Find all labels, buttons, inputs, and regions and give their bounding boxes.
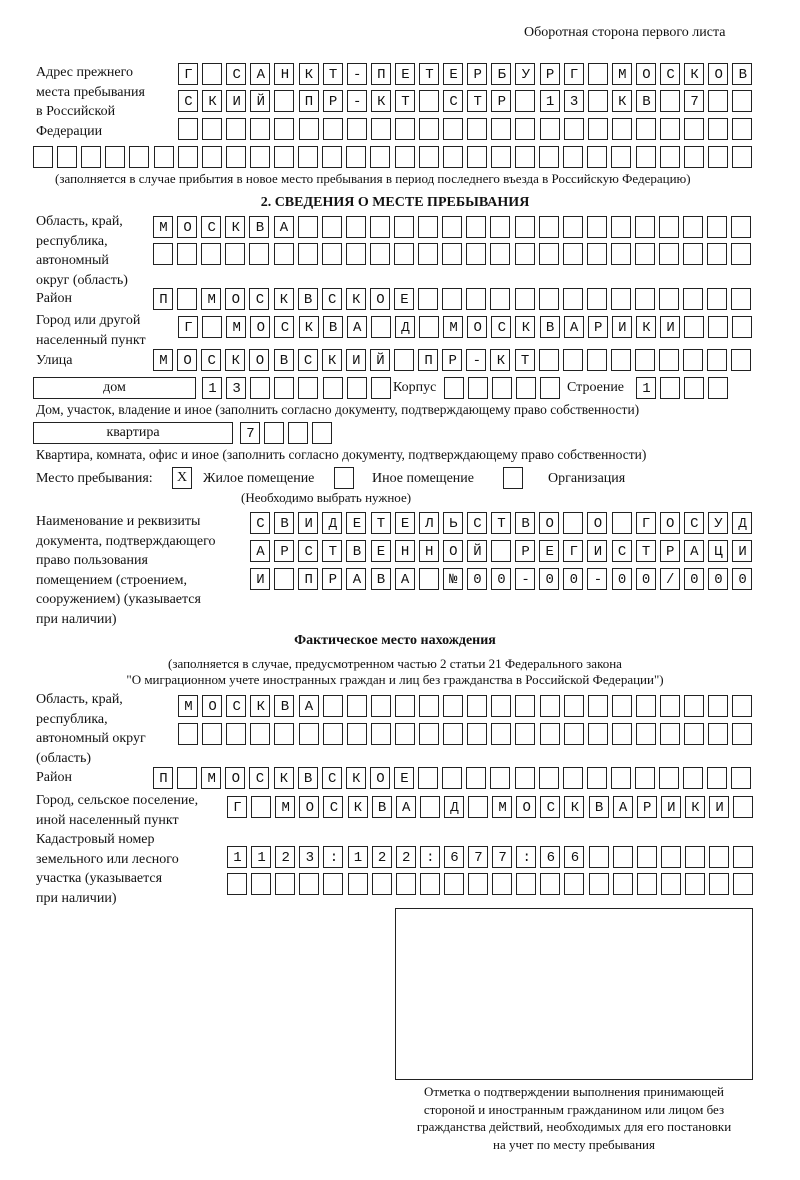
char-cell[interactable] [274,146,294,168]
char-cell[interactable] [611,349,631,371]
char-cell[interactable] [226,723,246,745]
char-cell[interactable] [371,377,391,399]
char-cell[interactable] [322,243,342,265]
char-cell[interactable] [492,377,512,399]
char-cell[interactable] [660,118,680,140]
char-cell[interactable] [684,118,704,140]
cell-text: МОСКВА [184,698,329,715]
char-cell[interactable] [683,349,703,371]
char-cell[interactable] [395,723,415,745]
char-cell[interactable] [661,873,681,895]
cell-text: МОСКВА [159,219,304,236]
char-cell[interactable] [563,243,583,265]
char-cell[interactable] [733,873,753,895]
confirmation-stamp-box [395,908,753,1080]
label-line: (область) [36,750,92,766]
char-cell[interactable] [443,723,463,745]
char-cell[interactable] [298,146,318,168]
building-label: Строение [567,380,625,395]
char-cell[interactable] [129,146,149,168]
district-label: Район [36,291,72,306]
cell-text: МОСКОВСКИЙ ПР-КТ [159,352,545,369]
char-cell[interactable] [419,695,439,717]
label-line: помещением (строением, [36,572,187,588]
char-cell[interactable] [636,118,656,140]
char-cell[interactable] [371,118,391,140]
char-cell[interactable] [466,767,486,789]
label-line: Кадастровый номер [36,832,155,847]
char-cell[interactable] [540,873,560,895]
cell-text: 1123:122:677:66 [233,849,595,866]
char-cell[interactable] [588,118,608,140]
char-cell[interactable] [539,767,559,789]
char-cell[interactable] [540,377,560,399]
label-line: иной населенный пункт [36,812,179,828]
char-cell[interactable] [442,288,462,310]
char-cell[interactable] [684,377,704,399]
char-cell[interactable] [444,873,464,895]
residential-checkbox[interactable]: X [172,467,192,489]
actual-location-note-2: "О миграционном учете иностранных граждан и лиц без гражданства в Российской Федерации") [126,672,664,687]
char-cell[interactable] [418,216,438,238]
char-cell[interactable] [635,349,655,371]
char-cell[interactable] [636,146,656,168]
char-cell[interactable] [468,873,488,895]
char-cell[interactable] [683,767,703,789]
char-cell[interactable] [685,846,705,868]
char-cell[interactable] [442,767,462,789]
char-cell[interactable] [540,723,560,745]
char-cell[interactable] [539,288,559,310]
char-cell[interactable] [707,767,727,789]
char-cell[interactable] [274,118,294,140]
city-label [36,311,146,350]
label-line: Область, край, [36,692,123,707]
char-cell[interactable] [635,288,655,310]
char-cell[interactable] [466,288,486,310]
char-cell[interactable] [467,723,487,745]
char-cell[interactable] [661,846,681,868]
label-line: автономный округ [36,731,146,746]
char-cell[interactable] [467,146,487,168]
char-cell[interactable] [370,146,390,168]
char-cell[interactable] [587,767,607,789]
label-line: места пребывания [36,84,145,100]
char-cell[interactable] [250,146,270,168]
char-cell[interactable] [635,243,655,265]
char-cell[interactable] [515,216,535,238]
document-label [36,512,216,629]
char-cell[interactable] [732,723,752,745]
char-cell[interactable] [587,243,607,265]
char-cell[interactable] [275,873,295,895]
cell-text: П МОСКВСКОЕ [159,770,425,787]
char-cell[interactable] [395,146,415,168]
char-cell[interactable] [202,723,222,745]
char-cell[interactable] [201,243,221,265]
char-cell[interactable] [490,243,510,265]
char-cell[interactable] [635,767,655,789]
char-cell[interactable] [709,846,729,868]
char-cell[interactable] [467,118,487,140]
char-cell[interactable] [660,146,680,168]
char-cell[interactable] [515,243,535,265]
char-cell[interactable] [515,767,535,789]
char-cell[interactable] [57,146,77,168]
char-cell[interactable] [635,216,655,238]
char-cell[interactable] [563,288,583,310]
char-cell[interactable] [515,723,535,745]
char-cell[interactable] [731,288,751,310]
char-cell[interactable] [491,695,511,717]
char-cell[interactable] [731,767,751,789]
caption-line: Отметка о подтверждении выполнения принимающей [423,1084,725,1099]
char-cell[interactable] [613,873,633,895]
previous-address-note: (заполняется в случае прибытия в новое место пребывания в период последнего въезда в Российскую Федерацию) [55,171,691,186]
char-cell[interactable] [395,118,415,140]
label-line: округ (область) [36,272,128,288]
char-cell[interactable] [612,723,632,745]
char-cell[interactable] [299,118,319,140]
char-cell[interactable] [322,216,342,238]
char-cell[interactable] [394,216,414,238]
char-cell[interactable] [419,146,439,168]
char-cell[interactable] [468,377,488,399]
char-cell[interactable] [563,349,583,371]
char-cell[interactable] [492,873,512,895]
char-cell[interactable] [299,873,319,895]
char-cell[interactable] [660,695,680,717]
char-cell[interactable] [299,723,319,745]
char-cell[interactable] [708,695,728,717]
char-cell[interactable] [708,377,728,399]
char-cell[interactable] [154,146,174,168]
house-type-field[interactable]: дом [33,377,196,399]
char-cell[interactable] [490,288,510,310]
label-line: при наличии) [36,890,117,906]
char-cell[interactable] [444,377,464,399]
char-cell[interactable] [288,422,308,444]
char-cell[interactable] [732,695,752,717]
cell-text: 13 [208,380,257,397]
char-cell[interactable] [81,146,101,168]
other-premises-option-label: Иное помещение [372,471,474,486]
char-cell[interactable] [153,243,173,265]
label-line: Область, край, [36,214,123,229]
street-label: Улица [36,353,73,368]
label-line: сооружением) (указывается [36,592,201,607]
char-cell[interactable] [637,873,657,895]
label-line: Город или другой [36,313,141,328]
apartment-type-field[interactable]: квартира [33,422,233,444]
char-cell[interactable] [491,118,511,140]
char-cell[interactable] [684,146,704,168]
char-cell[interactable] [540,695,560,717]
char-cell[interactable] [274,243,294,265]
char-cell[interactable] [636,723,656,745]
char-cell[interactable] [515,146,535,168]
char-cell[interactable] [707,349,727,371]
label-line: в Российской [36,104,116,119]
label-line: Город, сельское поселение, [36,793,199,808]
char-cell[interactable] [490,216,510,238]
char-cell[interactable] [178,118,198,140]
char-cell[interactable] [442,243,462,265]
char-cell[interactable] [611,243,631,265]
char-cell[interactable] [539,243,559,265]
char-cell[interactable] [707,243,727,265]
char-cell[interactable] [443,118,463,140]
char-cell[interactable] [105,146,125,168]
organization-checkbox[interactable] [503,467,523,489]
char-cell[interactable] [370,216,390,238]
cell-text: СВИДЕТЕЛЬСТВО О ГОСУД [256,515,763,532]
char-cell[interactable] [274,723,294,745]
actual-location-note-1: (заполняется в случае, предусмотренном частью 2 статьи 21 Федерального закона [168,656,622,671]
char-cell[interactable] [516,377,536,399]
char-cell[interactable] [587,216,607,238]
char-cell[interactable] [226,118,246,140]
char-cell[interactable] [589,873,609,895]
char-cell[interactable] [225,243,245,265]
char-cell[interactable] [684,723,704,745]
char-cell[interactable] [613,846,633,868]
char-cell[interactable] [395,695,415,717]
char-cell[interactable] [298,377,318,399]
char-cell[interactable] [202,118,222,140]
char-cell[interactable] [708,118,728,140]
house-caption: Дом, участок, владение и иное (заполнить согласно документу, подтверждающему право собственности) [36,402,640,417]
label-line: населенный пункт [36,332,146,348]
apartment-caption: Квартира, комната, офис и иное (заполнить согласно документу, подтверждающему право собственности) [36,447,647,462]
char-cell[interactable] [323,873,343,895]
char-cell[interactable] [371,723,391,745]
char-cell[interactable] [731,349,751,371]
char-cell[interactable] [323,723,343,745]
char-cell[interactable] [298,243,318,265]
label-line: республика, [36,711,108,727]
char-cell[interactable] [420,873,440,895]
char-cell[interactable] [178,146,198,168]
char-cell[interactable] [348,873,368,895]
char-cell[interactable] [587,146,607,168]
region-label [36,212,128,290]
char-cell[interactable] [347,118,367,140]
char-cell[interactable] [274,377,294,399]
char-cell[interactable] [707,216,727,238]
other-premises-checkbox[interactable] [334,467,354,489]
char-cell[interactable] [346,243,366,265]
residential-option-label: Жилое помещение [203,471,315,486]
char-cell[interactable] [707,288,727,310]
label-line: Наименование и реквизиты [36,514,201,529]
char-cell[interactable] [611,146,631,168]
char-cell[interactable] [396,873,416,895]
char-cell[interactable] [612,118,632,140]
char-cell[interactable] [685,873,705,895]
char-cell[interactable] [588,695,608,717]
char-cell[interactable] [418,243,438,265]
char-cell[interactable] [659,767,679,789]
char-cell[interactable] [683,243,703,265]
char-cell[interactable] [226,146,246,168]
char-cell[interactable] [684,695,704,717]
char-cell[interactable] [371,695,391,717]
char-cell[interactable] [491,723,511,745]
actual-region-label [36,690,146,768]
char-cell[interactable] [177,243,197,265]
char-cell[interactable] [732,316,752,338]
char-cell[interactable] [515,695,535,717]
char-cell[interactable] [419,723,439,745]
cell-text: АРСТВЕННОЙ РЕГИСТРАЦИ [256,543,763,560]
char-cell[interactable] [659,349,679,371]
label-line: земельного или лесного [36,851,179,867]
char-cell[interactable] [539,216,559,238]
char-cell[interactable] [732,90,752,112]
char-cell[interactable] [251,873,271,895]
char-cell[interactable] [709,873,729,895]
char-cell[interactable] [443,695,463,717]
label-line: участка (указывается [36,871,163,886]
confirmation-caption [395,1083,753,1153]
char-cell[interactable] [249,243,269,265]
char-cell[interactable] [347,377,367,399]
char-cell[interactable] [732,146,752,168]
char-cell[interactable] [323,377,343,399]
char-cell[interactable] [563,216,583,238]
char-cell[interactable] [612,695,632,717]
char-cell[interactable] [611,288,631,310]
char-cell[interactable] [708,723,728,745]
char-cell[interactable] [564,695,584,717]
char-cell[interactable] [491,146,511,168]
cell-text: СКИЙ ПР-КТ СТР 13 КВ 7 [184,93,715,110]
cell-text: П МОСКВСКОЕ [159,291,425,308]
char-cell[interactable] [683,216,703,238]
label-line: автономный [36,253,109,268]
char-cell[interactable] [250,723,270,745]
char-cell[interactable] [564,118,584,140]
char-cell[interactable] [515,288,535,310]
page-header: Оборотная сторона первого листа [524,25,726,40]
label-line: республика, [36,233,108,249]
label-line: документа, подтверждающего [36,533,216,549]
actual-district-label: Район [36,770,72,785]
char-cell[interactable] [588,723,608,745]
cell-text: И ПРАВА №00-00-00/000 [256,571,763,588]
char-cell[interactable] [322,146,342,168]
char-cell[interactable] [346,216,366,238]
caption-line: стороной и иностранным гражданином или лицом без [423,1101,725,1117]
char-cell[interactable] [516,873,536,895]
char-cell[interactable] [683,288,703,310]
char-cell[interactable] [33,146,53,168]
char-cell[interactable] [250,118,270,140]
char-cell[interactable] [564,723,584,745]
char-cell[interactable] [587,288,607,310]
char-cell[interactable] [490,767,510,789]
char-cell[interactable] [637,846,657,868]
cell-text: Г САНКТ-ПЕТЕРБУРГ МОСКОВ [184,66,763,83]
label-line: Федерации [36,123,103,139]
stay-note: (Необходимо выбрать нужное) [241,490,412,505]
char-cell[interactable] [708,146,728,168]
char-cell[interactable] [347,723,367,745]
actual-location-title: Фактическое место нахождения [294,633,496,648]
char-cell[interactable] [539,146,559,168]
korpus-label: Корпус [393,380,437,395]
char-cell[interactable] [563,146,583,168]
char-cell[interactable] [587,349,607,371]
char-cell[interactable] [466,216,486,238]
previous-address-label [36,63,145,141]
char-cell[interactable] [540,118,560,140]
char-cell[interactable] [178,723,198,745]
char-cell[interactable] [227,873,247,895]
caption-line: на учет по месту пребывания [493,1136,655,1152]
char-cell[interactable] [611,216,631,238]
cell-text: Г МОСКВА Д МОСКВАРИКИ [184,319,691,336]
char-cell[interactable] [347,695,367,717]
char-cell[interactable] [202,146,222,168]
label-line: право пользования [36,553,148,568]
cell-text: Г МОСКВА Д МОСКВАРИКИ [233,799,740,816]
char-cell[interactable] [515,118,535,140]
char-cell[interactable] [659,243,679,265]
char-cell[interactable] [419,118,439,140]
caption-line: гражданства действий, необходимых для его постановки [416,1119,732,1134]
char-cell[interactable] [563,767,583,789]
char-cell[interactable] [731,243,751,265]
char-cell[interactable] [708,316,728,338]
cell-text: 1 [642,380,667,397]
organization-option-label: Организация [548,471,626,486]
char-cell[interactable] [659,288,679,310]
label-line: Адрес прежнего [36,65,133,80]
char-cell[interactable] [731,216,751,238]
char-cell[interactable] [312,422,332,444]
char-cell[interactable] [732,118,752,140]
section-2-title: 2. СВЕДЕНИЯ О МЕСТЕ ПРЕБЫВАНИЯ [260,195,530,210]
char-cell[interactable] [611,767,631,789]
char-cell[interactable] [466,243,486,265]
cadastral-label [36,830,179,908]
char-cell[interactable] [660,723,680,745]
char-cell[interactable] [564,873,584,895]
cell-text: 7 [246,425,271,442]
char-cell[interactable] [442,216,462,238]
char-cell[interactable] [443,146,463,168]
stay-place-label: Место пребывания: [36,471,153,486]
actual-city-label [36,791,198,830]
label-line: при наличии) [36,611,117,627]
char-cell[interactable] [467,695,487,717]
char-cell[interactable] [370,243,390,265]
char-cell[interactable] [346,146,366,168]
char-cell[interactable] [394,243,414,265]
char-cell[interactable] [733,846,753,868]
char-cell[interactable] [372,873,392,895]
char-cell[interactable] [636,695,656,717]
char-cell[interactable] [659,216,679,238]
char-cell[interactable] [323,118,343,140]
